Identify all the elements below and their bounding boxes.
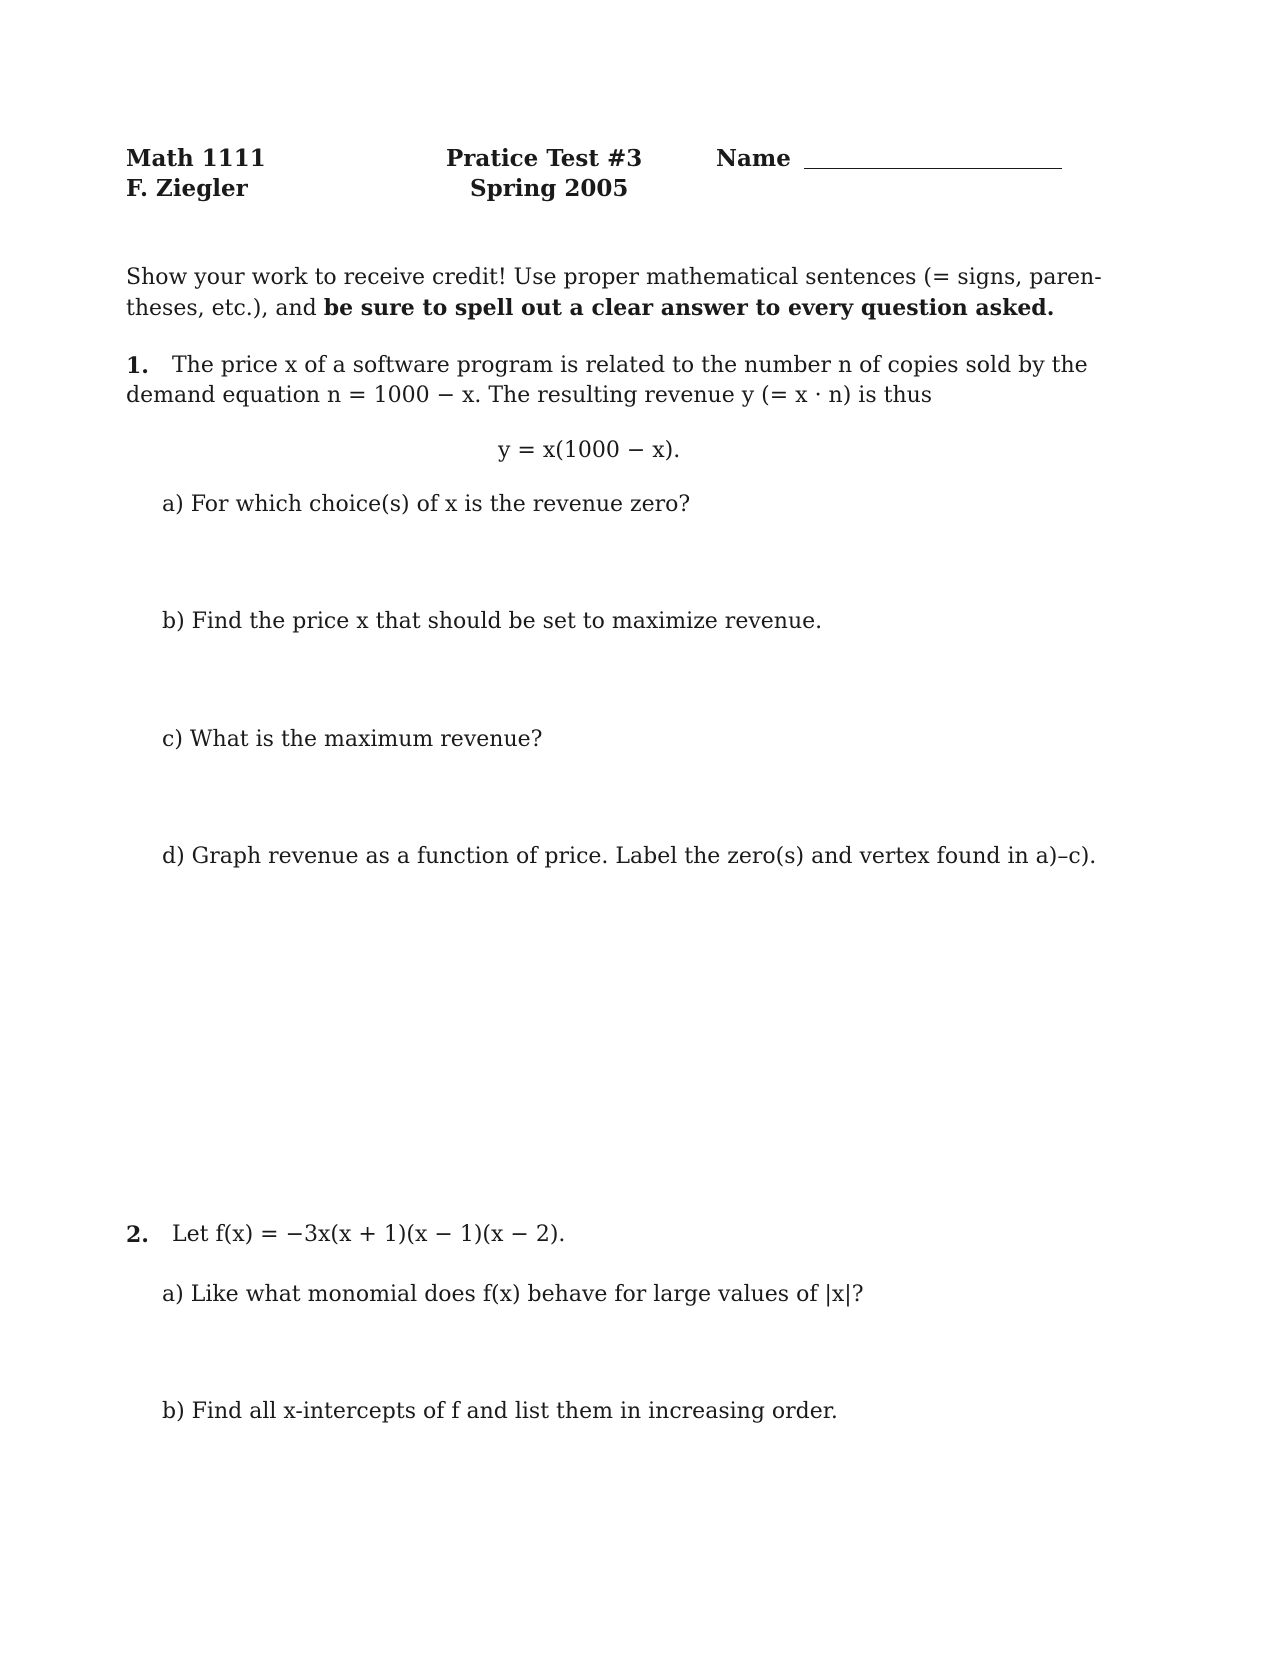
part-label: a) xyxy=(162,492,184,517)
part-text: What is the maximum revenue? xyxy=(189,727,543,752)
problem-1d xyxy=(162,842,1096,872)
problem-1-equation: y = x(1000 − x). xyxy=(498,438,681,463)
problem-2a xyxy=(162,1280,864,1310)
instructor-name: F. Ziegler xyxy=(126,175,248,202)
course-title: Math 1111 xyxy=(126,145,266,172)
problem-1-line-1: The price x of a software program is related to the number n of copies sold by the xyxy=(172,353,1088,378)
part-label: b) xyxy=(162,1399,185,1424)
test-title: Pratice Test #3 xyxy=(446,145,643,172)
part-label: a) xyxy=(162,1282,184,1307)
instructions-line-1: Show your work to receive credit! Use proper mathematical sentences (= signs, paren- xyxy=(126,265,1102,290)
problem-1a xyxy=(162,490,690,520)
part-label: d) xyxy=(162,844,185,869)
problem-1b xyxy=(162,607,822,637)
name-blank-line[interactable] xyxy=(804,168,1062,169)
part-text: For which choice(s) of x is the revenue zero? xyxy=(190,492,691,517)
part-label: c) xyxy=(162,727,183,752)
instructions-emphasis: be sure to spell out a clear answer to every question asked. xyxy=(323,295,1055,321)
part-text: Find all x-intercepts of f and list them in increasing order. xyxy=(191,1399,838,1424)
part-text: Find the price x that should be set to maximize revenue. xyxy=(191,609,823,634)
problem-1-number: 1. xyxy=(126,353,149,379)
instructions-line-2 xyxy=(126,293,1054,324)
part-label: b) xyxy=(162,609,185,634)
part-text: Like what monomial does f(x) behave for large values of |x|? xyxy=(190,1282,864,1307)
instructions-line-2-plain: theses, etc.), and xyxy=(126,296,324,321)
problem-1-line-2: demand equation n = 1000 − x. The resulting revenue y (= x · n) is thus xyxy=(126,383,933,408)
name-label: Name xyxy=(716,145,791,172)
part-text: Graph revenue as a function of price. Label the zero(s) and vertex found in a)–c). xyxy=(191,844,1097,869)
problem-2b xyxy=(162,1397,838,1427)
problem-2-number: 2. xyxy=(126,1222,149,1248)
problem-1c xyxy=(162,725,542,755)
problem-2-statement: Let f(x) = −3x(x + 1)(x − 1)(x − 2). xyxy=(172,1222,566,1247)
test-term: Spring 2005 xyxy=(470,175,629,202)
